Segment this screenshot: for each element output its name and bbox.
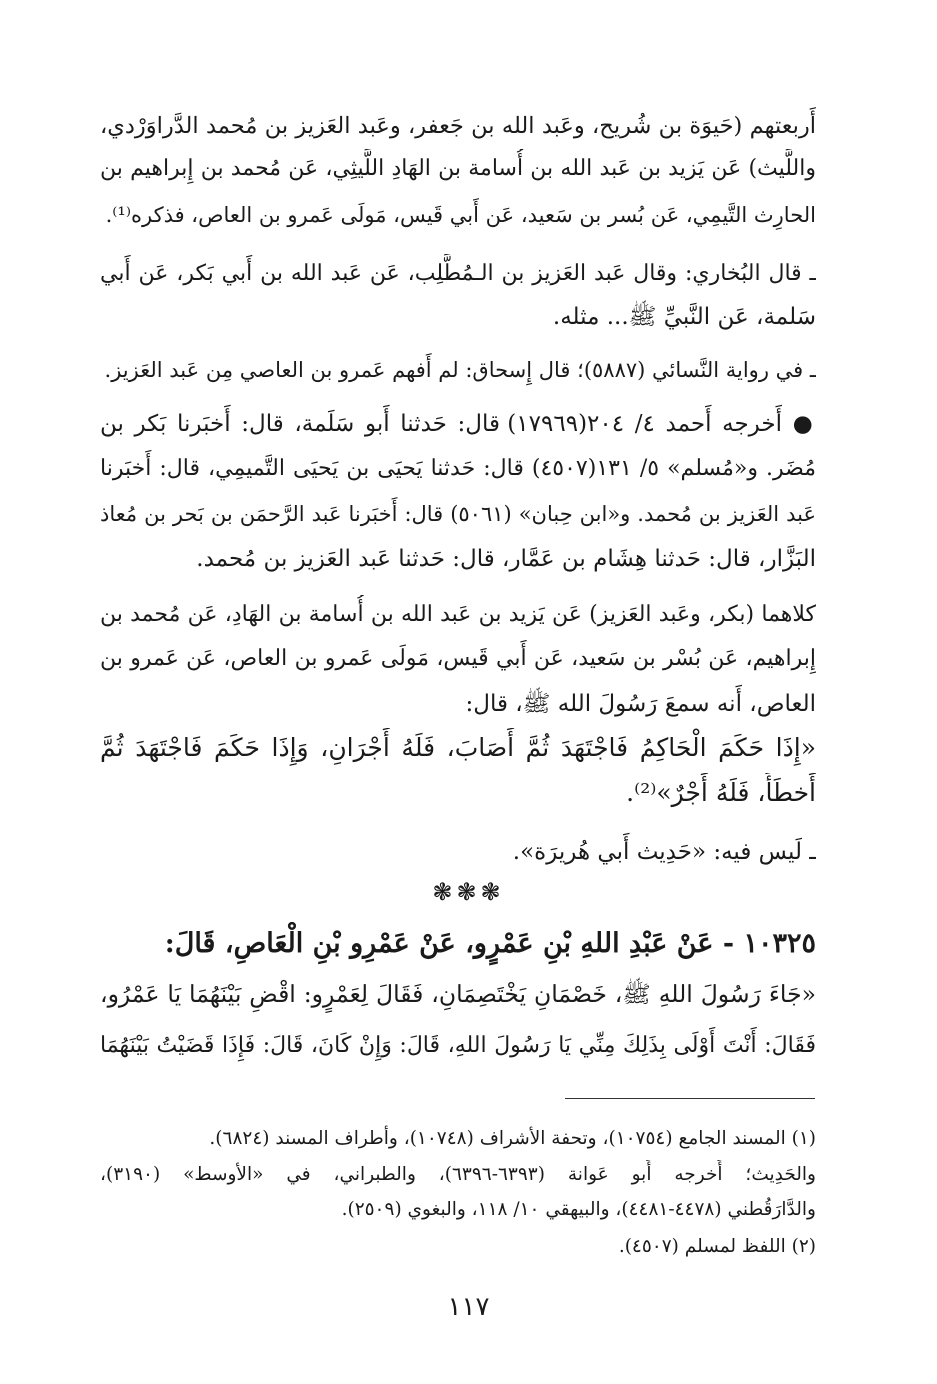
text-line: مُضَر. و«مُسلم» ٥/ ١٣١(٤٥٠٧) قال: حَدثنا يَحيَى بن يَحيَى التَّميمِي، قال: أَخبَرنا xyxy=(100,456,816,481)
hadith-text-line: «جَاءَ رَسُولَ اللهِ ﷺ، خَصْمَانِ يَخْتَصِمَانِ، فَقَالَ لِعَمْرٍو: اقْضِ بَيْنَهُمَا يَا عَمْرُو، xyxy=(100,980,816,1008)
text-line: ـ قال البُخاري: وقال عَبد العَزيز بن الـمُطَّلِب، عَن عَبد الله بن أَبي بَكر، عَن أَبي xyxy=(100,261,816,286)
hadith-text-line: «إِذَا حَكَمَ الْحَاكِمُ فَاجْتَهَدَ ثُمَّ أَصَابَ، فَلَهُ أَجْرَانِ، وَإِذَا حَكَمَ فَاجْتَهَدَ ثُمَّ xyxy=(100,733,816,762)
hadith-text-line: فَقَالَ: أَنْتَ أَوْلَى بِذَلِكَ مِنِّي يَا رَسُولَ اللهِ، قَالَ: وَإِنْ كَانَ، قَالَ: فَإِذَا قَضَيْتُ بَيْنَهُمَا xyxy=(100,1033,816,1058)
text-line: الحارِث التَّيمِي، عَن بُسر بن سَعيد، عَن أَبي قَيس، مَولَى عَمرو بن العاص، فذكره⁽¹⁾. xyxy=(105,203,816,227)
text-line: ـ لَيس فيه: «حَدِيث أَبي هُريرَة». xyxy=(512,839,816,865)
footnote-line: والدَّارَقُطني (٤٤٧٨-٤٤٨١)، والبيهقي ١٠/ ١١٨، والبغوي (٢٥٠٩). xyxy=(341,1199,816,1220)
text-line: عَبد العَزيز بن مُحمد. و«ابن حِبان» (٥٠٦١) قال: أَخبَرنا عَبد الرَّحمَن بن بَحر بن مُعاذ xyxy=(100,502,816,526)
text-line: ● أَخرجه أَحمد ٤/ ٢٠٤(١٧٩٦٩) قال: حَدثنا أَبو سَلَمة، قال: أَخبَرنا بَكر بن xyxy=(100,411,816,437)
text-line: سَلمة، عَن النَّبيِّ ﷺ... مثله. xyxy=(552,304,816,330)
section-separator: ❃❃❃ xyxy=(432,878,505,906)
page-number: ١١٧ xyxy=(447,1292,490,1322)
text-line: واللَّيث) عَن يَزيد بن عَبد الله بن أُسامة بن الهَادِ اللَّيثِي، عَن مُحمد بن إِبراهيم بن xyxy=(100,156,816,181)
text-line: كلاهما (بكر، وعَبد العَزيز) عَن يَزيد بن عَبد الله بن أُسامة بن الهَادِ، عَن مُحمد بن xyxy=(100,602,816,627)
text-line: البَزَّار، قال: حَدثنا هِشَام بن عَمَّار، قال: حَدثنا عَبد العَزيز بن مُحمد. xyxy=(196,546,816,572)
text-line: العاص، أَنه سمعَ رَسُولَ الله ﷺ، قال: xyxy=(465,691,816,717)
footnote-line: (١) المسند الجامع (١٠٧٥٤)، وتحفة الأشراف (١٠٧٤٨)، وأطراف المسند (٦٨٢٤). xyxy=(209,1128,816,1149)
text-line: ـ في رواية النَّسائي (٥٨٨٧)؛ قال إِسحاق: لم أَفهم عَمرو بن العاصي مِن عَبد العَزيز. xyxy=(104,358,816,382)
footnote-line: (٢) اللفظ لمسلم (٤٥٠٧). xyxy=(618,1236,816,1257)
hadith-heading: ١٠٣٢٥ - عَنْ عَبْدِ اللهِ بْنِ عَمْرٍو، عَنْ عَمْرِو بْنِ الْعَاصِ، قَالَ: xyxy=(164,928,816,959)
footnote-divider xyxy=(565,1098,815,1099)
hadith-text-line: أَخطَأَ، فَلَهُ أَجْرٌ»⁽²⁾. xyxy=(626,778,816,807)
text-line: إِبراهيم، عَن بُسْر بن سَعيد، عَن أَبي قَيس، مَولَى عَمرو بن العاص، عَن عَمرو بن xyxy=(100,646,816,671)
text-line: أَربعتهم (حَيوَة بن شُريح، وعَبد الله بن جَعفر، وعَبد العَزيز بن مُحمد الدَّراوَرْدي، xyxy=(100,113,816,139)
footnote-line: والحَدِيث؛ أَخرجه أَبو عَوانة (٦٣٩٣-٦٣٩٦)، والطبراني، في «الأوسط» (٣١٩٠)، xyxy=(100,1164,816,1185)
